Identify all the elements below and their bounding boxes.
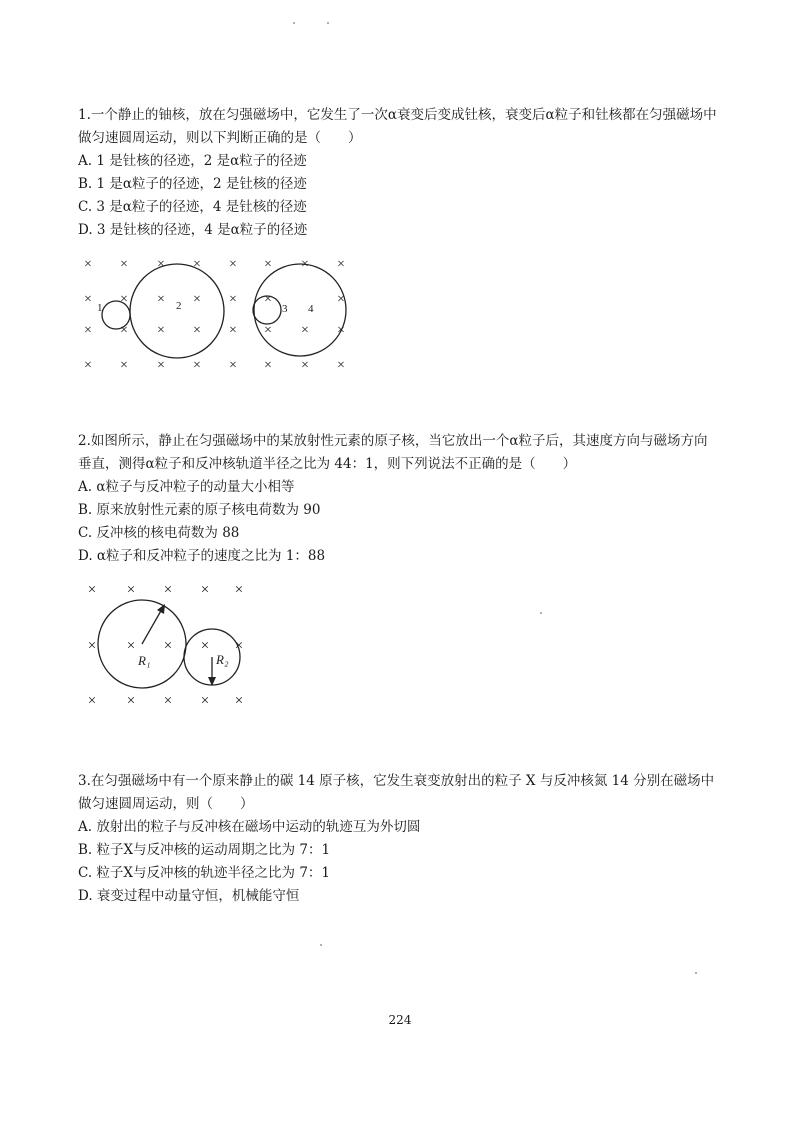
question-2-option-b: B. 原来放射性元素的原子核电荷数为 90 [78, 502, 321, 518]
question-1 [78, 104, 718, 242]
track-label-3: 3 [282, 303, 288, 315]
field-mark: × [229, 358, 237, 373]
field-mark: × [264, 358, 272, 373]
scan-speck [327, 22, 329, 24]
field-mark: × [157, 358, 165, 373]
field-mark: × [200, 693, 210, 709]
field-mark: × [126, 638, 136, 654]
question-2-option-a: A. α粒子与反冲粒子的动量大小相等 [78, 479, 295, 495]
field-mark: × [157, 257, 165, 272]
field-mark: × [301, 257, 309, 272]
field-mark: × [337, 323, 345, 338]
track-4 [254, 264, 346, 356]
field-mark: × [84, 257, 92, 272]
field-mark: × [337, 292, 345, 307]
field-mark: × [84, 292, 92, 307]
field-mark: × [301, 358, 309, 373]
question-3-option-d: D. 衰变过程中动量守恒，机械能守恒 [78, 888, 300, 904]
field-mark: × [84, 323, 92, 338]
field-mark: × [264, 323, 272, 338]
field-mark: × [193, 292, 201, 307]
scan-speck [695, 972, 697, 974]
field-mark: × [264, 292, 272, 307]
field-mark: × [163, 582, 173, 598]
question-3-option-c: C. 粒子X与反冲核的轨迹半径之比为 7：1 [78, 865, 331, 881]
question-1-option-c: C. 3 是α粒子的径迹，4 是钍核的径迹 [78, 199, 307, 215]
field-mark: × [163, 638, 173, 654]
field-mark: × [120, 257, 128, 272]
track-label-2: 2 [176, 300, 182, 312]
field-mark: × [87, 582, 97, 598]
field-mark: × [200, 638, 210, 654]
field-mark: × [229, 257, 237, 272]
field-mark: × [193, 358, 201, 373]
scan-speck [540, 612, 542, 614]
track-label-4: 4 [308, 303, 314, 315]
question-2-option-c: C. 反冲核的核电荷数为 88 [78, 525, 240, 541]
field-mark: × [157, 323, 165, 338]
field-mark: × [126, 582, 136, 598]
question-3-option-b: B. 粒子X与反冲核的运动周期之比为 7：1 [78, 842, 331, 858]
radius-label-r2: R₂ [216, 652, 229, 667]
field-mark: × [234, 582, 244, 598]
field-mark: × [337, 358, 345, 373]
page-number: 224 [388, 1013, 412, 1027]
field-mark: × [193, 323, 201, 338]
question-2-option-d: D. α粒子和反冲粒子的速度之比为 1：88 [78, 548, 326, 564]
scan-speck [293, 22, 295, 24]
field-mark: × [84, 358, 92, 373]
question-3-stem: 3.在匀强磁场中有一个原来静止的碳 14 原子核，它发生衰变放射出的粒子 X 与反冲核氮 14 分别在磁场中做匀速圆周运动，则（ ） [78, 773, 715, 812]
field-mark: × [126, 693, 136, 709]
field-mark: × [234, 693, 244, 709]
field-mark: × [157, 292, 165, 307]
field-mark: × [229, 292, 237, 307]
question-1-option-b: B. 1 是α粒子的径迹，2 是钍核的径迹 [78, 176, 307, 192]
question-2-figure [78, 572, 258, 714]
field-mark: × [120, 323, 128, 338]
field-mark: × [163, 693, 173, 709]
question-2-stem: 2.如图所示，静止在匀强磁场中的某放射性元素的原子核，当它放出一个α粒子后，其速度方向与磁场方向垂直，测得α粒子和反冲核轨道半径之比为 44：1，则下列说法不正确的是（ ） [78, 433, 708, 472]
field-mark: × [264, 257, 272, 272]
question-1-stem: 1.一个静止的铀核，放在匀强磁场中，它发生了一次α衰变后变成钍核，衰变后α粒子和钍核都在匀强磁场中做匀速圆周运动，则以下判断正确的是（ ） [78, 107, 717, 146]
field-mark: × [301, 323, 309, 338]
track-1 [102, 301, 130, 329]
question-3 [78, 770, 718, 908]
question-1-figure [70, 248, 370, 378]
field-mark: × [200, 582, 210, 598]
question-1-option-a: A. 1 是钍核的径迹，2 是α粒子的径迹 [78, 153, 307, 169]
scan-speck [320, 944, 322, 946]
question-2 [78, 430, 718, 568]
question-3-option-a: A. 放射出的粒子与反冲核在磁场中运动的轨迹互为外切圆 [78, 819, 421, 835]
field-mark: × [87, 693, 97, 709]
field-mark: × [120, 292, 128, 307]
field-mark: × [337, 257, 345, 272]
field-mark: × [193, 257, 201, 272]
field-mark: × [87, 638, 97, 654]
field-mark: × [120, 358, 128, 373]
field-mark: × [234, 638, 244, 654]
track-label-1: 1 [97, 302, 103, 314]
radius-label-r1: R₁ [138, 653, 151, 668]
question-1-option-d: D. 3 是钍核的径迹，4 是α粒子的径迹 [78, 222, 308, 238]
field-mark: × [229, 323, 237, 338]
